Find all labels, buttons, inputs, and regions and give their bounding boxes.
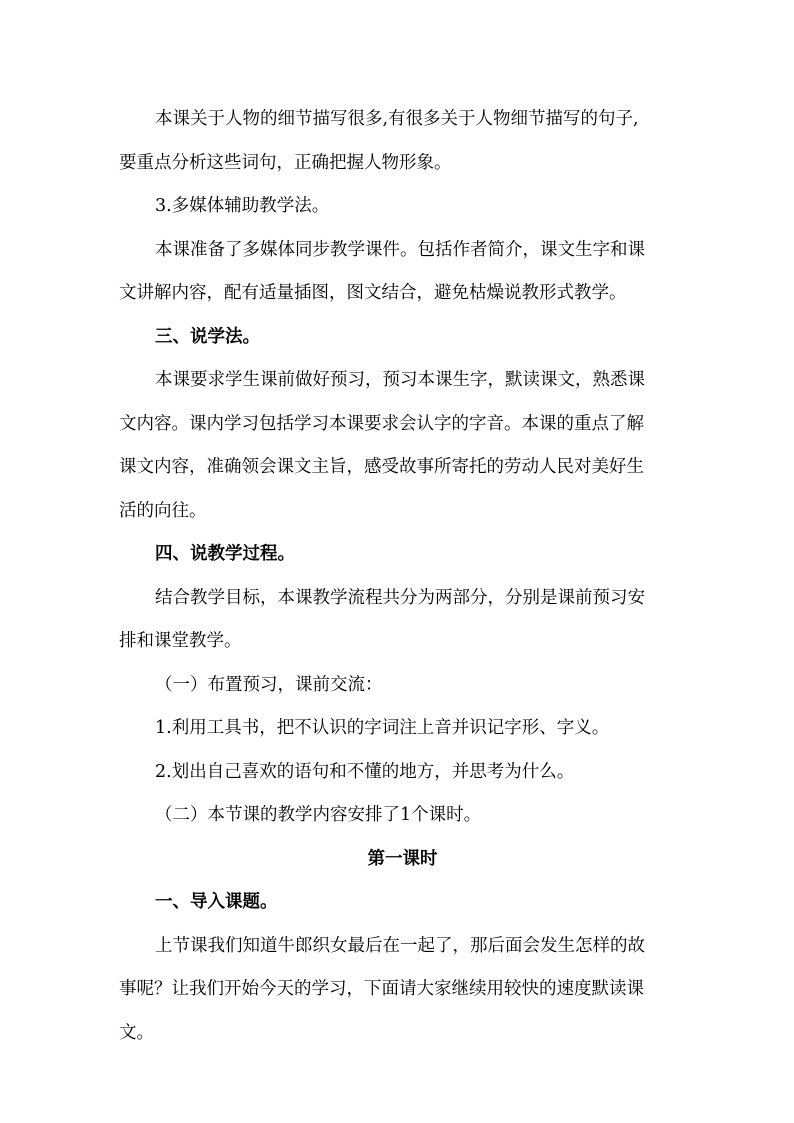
- subsection-heading: （一）布置预习，课前交流：: [155, 674, 383, 695]
- paragraph-line: 排和课堂教学。: [119, 631, 242, 651]
- section-heading: 三、说学法。: [155, 326, 260, 347]
- paragraph-line: 本课准备了多媒体同步教学课件。包括作者简介，课文生字和课: [155, 239, 645, 260]
- subsection-heading: （二）本节课的教学内容安排了1个课时。: [155, 805, 482, 825]
- paragraph-line: 活的向往。: [119, 500, 207, 521]
- paragraph-line: 文内容。课内学习包括学习本课要求会认字的字音。本课的重点了解: [119, 413, 644, 434]
- paragraph-line: 本课关于人物的细节描写很多,有很多关于人物细节描写的句子,: [155, 109, 639, 129]
- paragraph-line: 要重点分析这些词句，正确把握人物形象。: [119, 152, 452, 173]
- section-heading: 四、说教学过程。: [155, 544, 295, 564]
- list-item: 1.利用工具书，把不认识的字词注上音并识记字形、字义。: [155, 718, 610, 738]
- paragraph-line: 事呢？让我们开始今天的学习，下面请大家继续用较快的速度默读课: [119, 979, 644, 999]
- paragraph-line: 本课要求学生课前做好预习，预习本课生字，默读课文，熟悉课: [155, 370, 645, 390]
- section-heading: 一、导入课题。: [155, 892, 278, 912]
- paragraph-line: 课文内容，准确领会课文主旨，感受故事所寄托的劳动人民对美好生: [119, 457, 644, 477]
- paragraph-line: 上节课我们知道牛郎织女最后在一起了，那后面会发生怎样的故: [155, 935, 645, 956]
- list-item: 2.划出自己喜欢的语句和不懂的地方，并思考为什么。: [155, 761, 575, 782]
- paragraph-line: 文。: [119, 1022, 154, 1043]
- paragraph-line: 文讲解内容，配有适量插图，图文结合，避免枯燥说教形式教学。: [119, 283, 627, 303]
- paragraph-line: 结合教学目标，本课教学流程共分为两部分，分别是课前预习安: [155, 587, 645, 608]
- method-heading: 3.多媒体辅助教学法。: [155, 196, 330, 216]
- document-body: [119, 98, 686, 1055]
- lesson-title: 第一课时: [367, 848, 438, 869]
